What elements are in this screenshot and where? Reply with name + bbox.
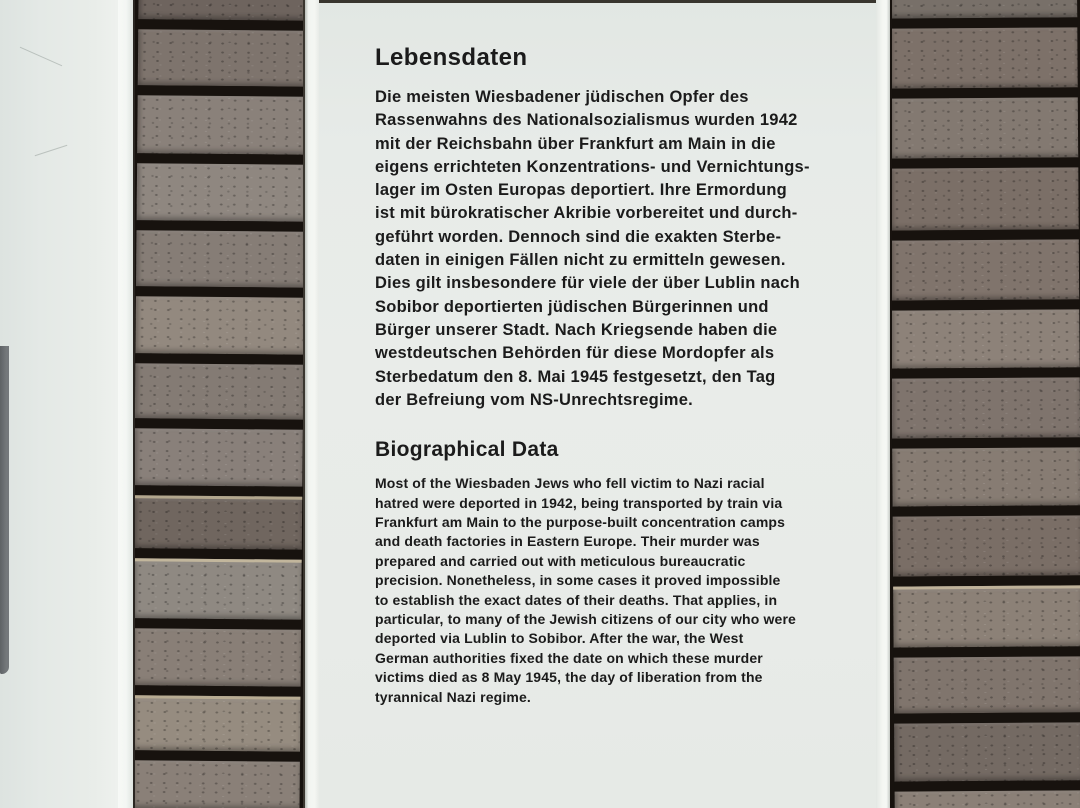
brick bbox=[894, 722, 1080, 781]
text-line: Dies gilt insbesondere für viele der über Lublin nach bbox=[375, 274, 800, 293]
text-line: daten in einigen Fällen nicht zu ermitteln gewesen. bbox=[375, 251, 786, 270]
brick-stack bbox=[892, 0, 1080, 808]
text-line: deported via Lublin to Sobibor. After the war, the West bbox=[375, 630, 744, 647]
brick bbox=[894, 656, 1080, 713]
brick bbox=[135, 363, 303, 419]
text-line: der Befreiung vom NS-Unrechtsregime. bbox=[375, 390, 693, 409]
text-line: Most of the Wiesbaden Jews who fell victim to Nazi racial bbox=[375, 475, 765, 492]
brick bbox=[135, 296, 303, 354]
brick bbox=[892, 27, 1078, 88]
brick bbox=[136, 230, 303, 287]
text-line: Die meisten Wiesbadener jüdischen Opfer des bbox=[375, 88, 749, 106]
text-line: victims died as 8 May 1945, the day of liberation from the bbox=[375, 669, 763, 686]
text-line: Sterbedatum den 8. Mai 1945 festgesetzt, den Tag bbox=[375, 367, 776, 386]
text-line: tyrannical Nazi regime. bbox=[375, 688, 531, 705]
scratch-mark bbox=[20, 47, 62, 67]
text-line: ist mit bürokratischer Akribie vorbereitet und durch- bbox=[375, 204, 798, 223]
sign-content bbox=[375, 44, 855, 707]
brick bbox=[137, 95, 303, 154]
text-line: Sobibor deportierten jüdischen Bürgerinnen und bbox=[375, 297, 769, 316]
text-line: hatred were deported in 1942, being transported by train via bbox=[375, 494, 783, 511]
text-line: to establish the exact dates of their deaths. That applies, in bbox=[375, 591, 778, 608]
text-line: lager im Osten Europas deportiert. Ihre Ermordung bbox=[375, 181, 787, 200]
german-heading: Lebensdaten bbox=[375, 44, 528, 71]
white-post bbox=[0, 0, 118, 808]
text-line: Bürger unserer Stadt. Nach Kriegsende haben die bbox=[375, 320, 778, 339]
text-line: prepared and carried out with meticulous bureaucratic bbox=[375, 552, 746, 569]
sign-top-edge-line bbox=[319, 0, 876, 3]
text-line: Frankfurt am Main to the purpose-built concentration camps bbox=[375, 513, 786, 530]
brick-column-left bbox=[135, 0, 303, 808]
english-paragraph bbox=[375, 474, 855, 707]
scratch-mark bbox=[35, 145, 68, 156]
gray-panel-edge bbox=[0, 346, 9, 674]
brick bbox=[135, 760, 300, 808]
text-line: Rassenwahns des Nationalsozialismus wurden 1942 bbox=[375, 111, 798, 130]
brick bbox=[138, 29, 303, 86]
brick bbox=[137, 163, 303, 221]
brick bbox=[135, 495, 302, 549]
sign-face bbox=[319, 0, 876, 808]
brick bbox=[893, 515, 1080, 576]
text-line: geführt worden. Dennoch sind die exakten Sterbe- bbox=[375, 227, 782, 246]
text-line: German authorities fixed the date on which these murder bbox=[375, 649, 763, 666]
brick bbox=[135, 695, 300, 751]
brick bbox=[135, 428, 303, 486]
text-line: and death factories in Eastern Europe. Their murder was bbox=[375, 533, 760, 550]
text-line: particular, to many of the Jewish citizens of our city who were bbox=[375, 611, 796, 627]
white-post-edge-highlight bbox=[118, 0, 136, 808]
brick bbox=[892, 447, 1080, 506]
brick bbox=[892, 239, 1079, 300]
brick bbox=[893, 585, 1080, 647]
text-line: mit der Reichsbahn über Frankfurt am Main in die bbox=[375, 134, 776, 153]
english-heading: Biographical Data bbox=[375, 438, 559, 462]
brick bbox=[892, 167, 1079, 230]
brick bbox=[138, 0, 303, 21]
memorial-sign bbox=[303, 0, 890, 808]
brick bbox=[135, 558, 302, 619]
brick-stack bbox=[135, 0, 303, 808]
brick bbox=[892, 377, 1080, 438]
german-paragraph bbox=[375, 86, 855, 412]
brick bbox=[895, 790, 1080, 808]
text-line: westdeutschen Behörden für diese Mordopfer als bbox=[375, 344, 775, 363]
brick bbox=[135, 628, 301, 686]
brick bbox=[892, 97, 1078, 158]
sign-frame-right-edge bbox=[876, 0, 890, 808]
brick bbox=[892, 0, 1077, 19]
brick-column-right bbox=[892, 0, 1080, 808]
brick bbox=[892, 309, 1080, 368]
text-line: eigens errichteten Konzentrations- und Vernichtungs- bbox=[375, 157, 810, 176]
text-line: precision. Nonetheless, in some cases it proved impossible bbox=[375, 572, 781, 589]
